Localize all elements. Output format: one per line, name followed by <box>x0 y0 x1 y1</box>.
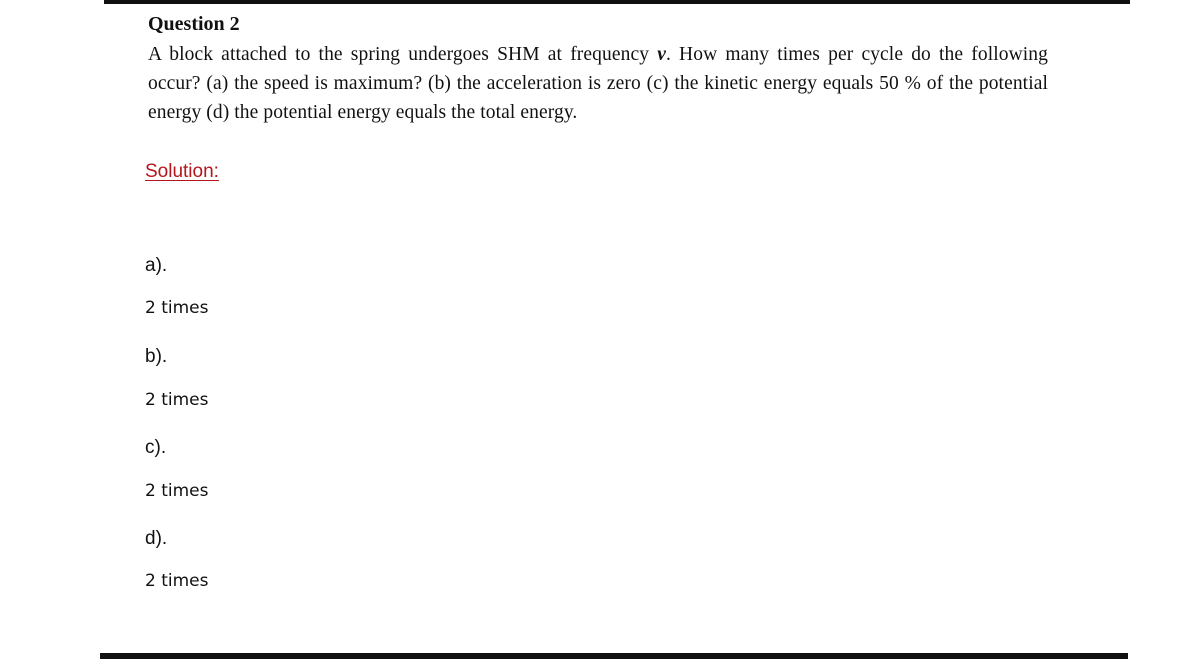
question-text-part2: . How many times per cycle do the following occur? (a) the speed is maximum? (b) the acceleration is zero (c) the kinetic energy equals 50 % of the potential energy (d) the potential energy equals the total energy. <box>148 44 1049 123</box>
part-d-answer: 2 times <box>145 571 209 591</box>
top-divider <box>104 0 1130 4</box>
solution-heading: Solution: <box>145 161 219 182</box>
bottom-divider <box>100 653 1128 659</box>
part-c-answer: 2 times <box>145 481 209 501</box>
part-a-answer: 2 times <box>145 298 209 318</box>
question-text-part1: A block attached to the spring undergoes SHM at frequency <box>148 44 658 65</box>
question-text <box>148 40 1048 127</box>
part-b-label: b). <box>145 346 168 367</box>
part-b-answer: 2 times <box>145 390 209 410</box>
part-a-label: a). <box>145 255 168 276</box>
question-title: Question 2 <box>148 13 240 35</box>
part-d-label: d). <box>145 528 168 549</box>
frequency-symbol: ν <box>657 44 666 65</box>
part-c-label: c). <box>145 437 167 458</box>
